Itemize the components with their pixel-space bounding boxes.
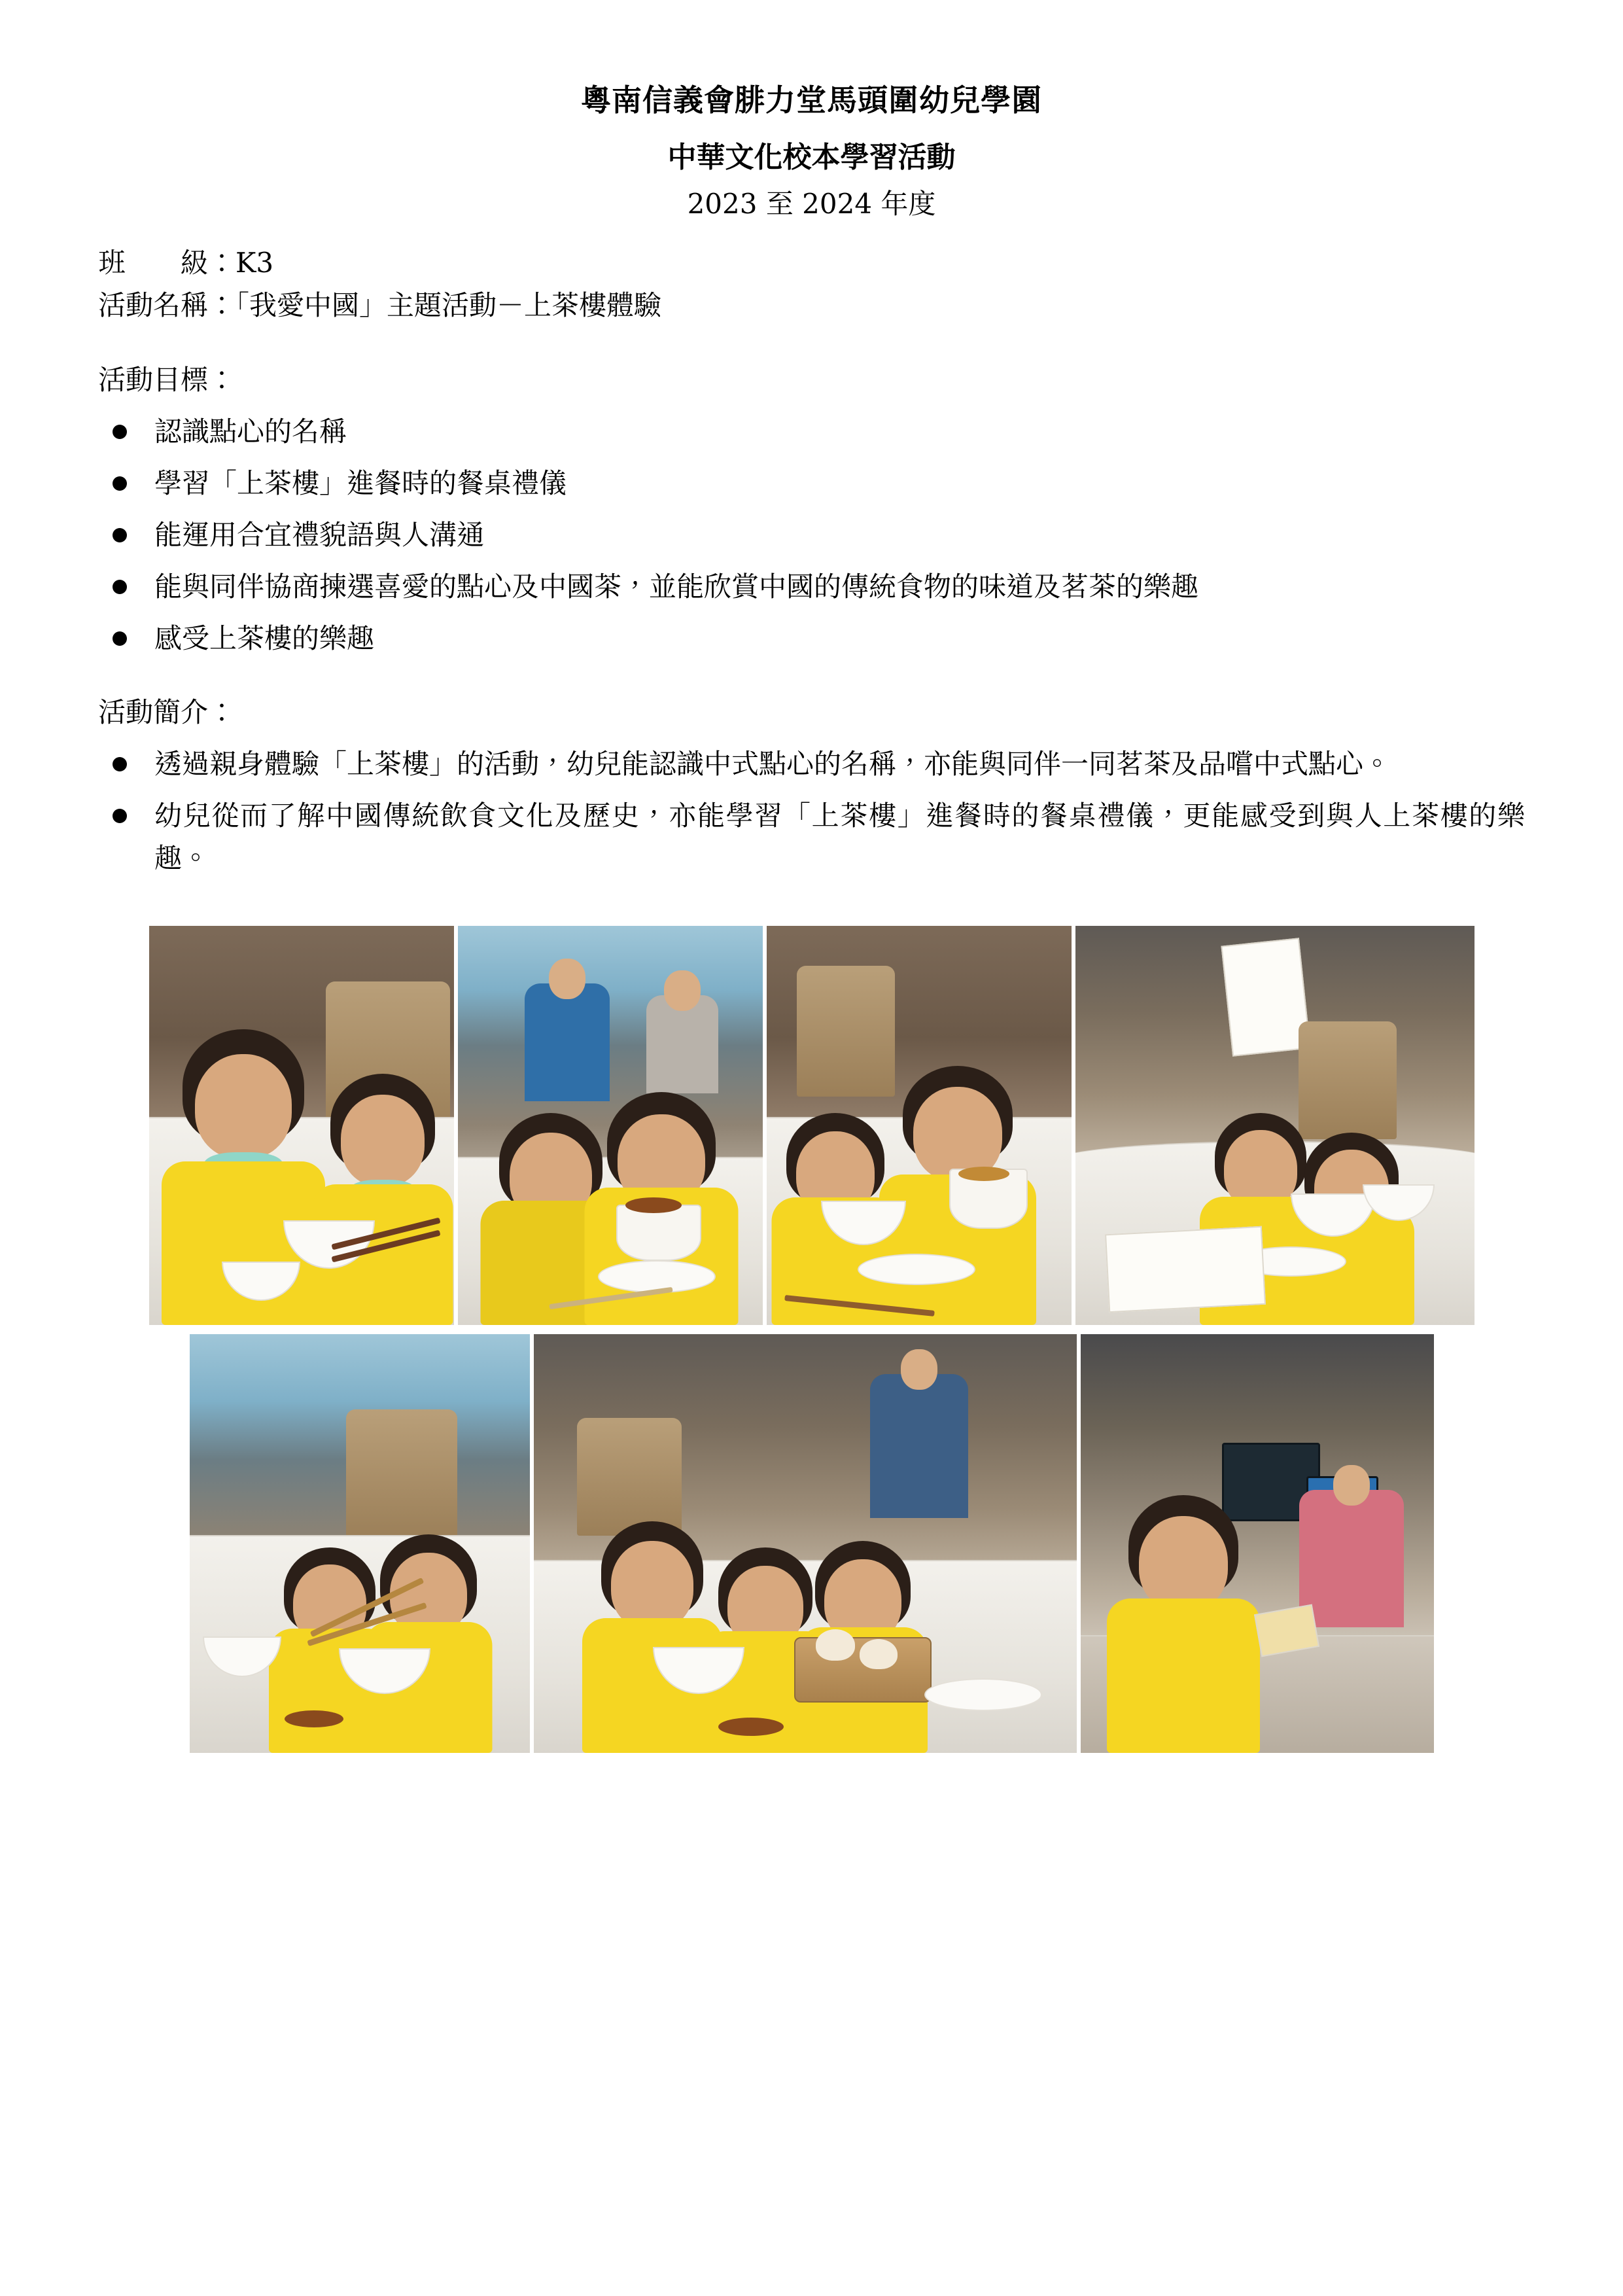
photo-scene <box>767 926 1072 1325</box>
list-item: 能與同伴協商揀選喜愛的點心及中國茶，並能欣賞中國的傳統食物的味道及茗茶的樂趣 <box>98 565 1525 608</box>
photo-gallery <box>98 926 1525 1753</box>
photo-boy-drinking-tea <box>767 926 1072 1325</box>
photo-two-girls-at-table <box>149 926 454 1325</box>
objectives-heading: 活動目標： <box>98 363 236 396</box>
introduction-list <box>98 743 1525 879</box>
meta-block <box>98 241 1525 327</box>
photo-group-with-dim-sum <box>534 1334 1077 1753</box>
objectives-section <box>98 359 1525 660</box>
activity-name-line: 活動名稱：「我愛中國」主題活動－上茶樓體驗 <box>98 289 662 322</box>
introduction-heading: 活動簡介： <box>98 696 236 729</box>
school-year: 2023 至 2024 年度 <box>687 188 936 221</box>
photo-children-using-chopsticks <box>190 1334 530 1753</box>
photo-child-raising-menu <box>1075 926 1475 1325</box>
document-header <box>98 79 1525 224</box>
list-item: 感受上茶樓的樂趣 <box>98 617 1525 660</box>
photo-scene <box>1075 926 1475 1325</box>
photo-scene <box>534 1334 1077 1753</box>
objectives-list <box>98 410 1525 660</box>
list-item: 學習「上茶樓」進餐時的餐桌禮儀 <box>98 462 1525 504</box>
photo-children-with-tea-cup <box>458 926 763 1325</box>
class-line: 班 級：K3 <box>98 247 274 279</box>
list-item: 認識點心的名稱 <box>98 410 1525 453</box>
photo-scene <box>190 1334 530 1753</box>
photo-scene <box>1081 1334 1434 1753</box>
photo-scene <box>149 926 454 1325</box>
introduction-section <box>98 691 1525 879</box>
photo-row-2 <box>98 1334 1525 1753</box>
activity-title: 中華文化校本學習活動 <box>667 140 956 174</box>
list-item: 能運用合宜禮貌語與人溝通 <box>98 514 1525 556</box>
list-item: 幼兒從而了解中國傳統飲食文化及歷史，亦能學習「上茶樓」進餐時的餐桌禮儀，更能感受到與人上茶樓的樂趣。 <box>98 794 1525 879</box>
photo-scene <box>458 926 763 1325</box>
photo-row-1 <box>98 926 1525 1325</box>
photo-child-at-counter <box>1081 1334 1434 1753</box>
list-item: 透過親身體驗「上茶樓」的活動，幼兒能認識中式點心的名稱，亦能與同伴一同茗茶及品嚐中式點心。 <box>98 743 1525 785</box>
school-name: 粵南信義會腓力堂馬頭圍幼兒學園 <box>581 82 1042 118</box>
